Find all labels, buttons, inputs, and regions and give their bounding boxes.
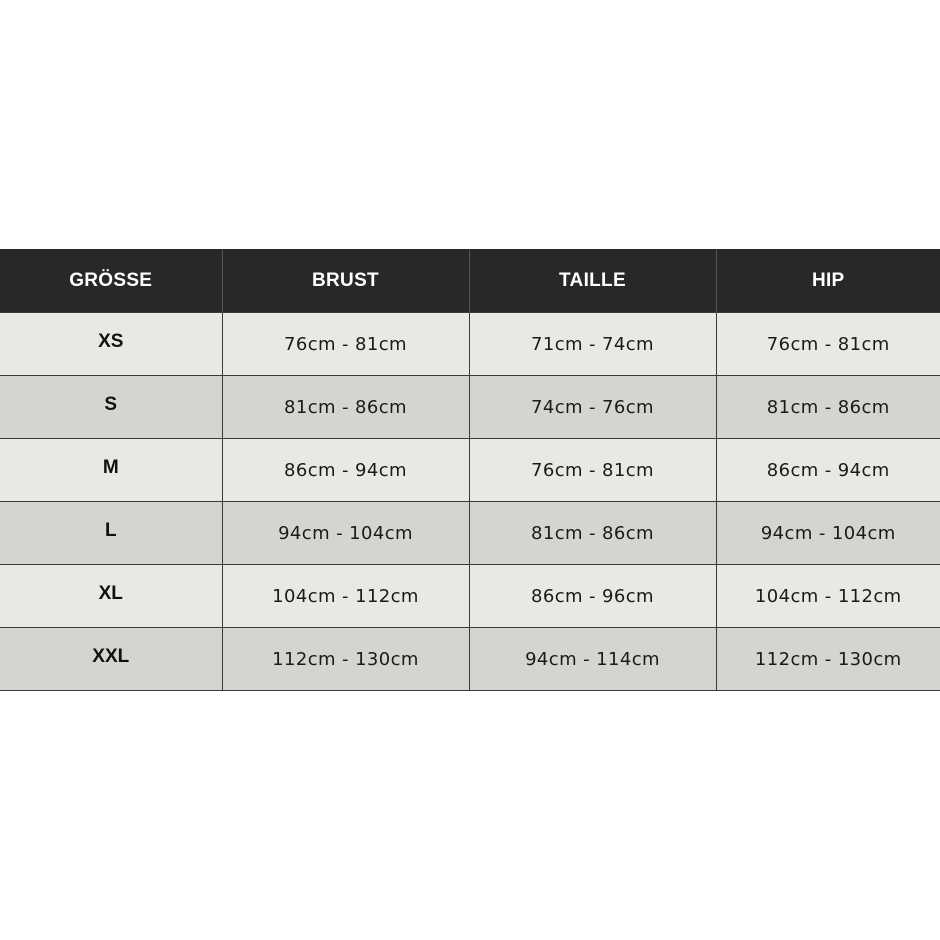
size-cell: [0, 502, 222, 565]
size-chart-table: [0, 249, 940, 691]
table-row: [0, 439, 940, 502]
header-brust: BRUST: [222, 249, 469, 313]
brust-cell: 94cm - 104cm: [222, 502, 469, 565]
taille-cell: 76cm - 81cm: [469, 439, 716, 502]
hip-cell: 104cm - 112cm: [716, 565, 940, 628]
table-body: [0, 313, 940, 691]
table-header: [0, 249, 940, 313]
brust-cell: 81cm - 86cm: [222, 376, 469, 439]
taille-cell: 86cm - 96cm: [469, 565, 716, 628]
size-cell: [0, 628, 222, 691]
size-label: XS: [98, 331, 124, 352]
hip-cell: 76cm - 81cm: [716, 313, 940, 376]
size-label: XXL: [92, 646, 130, 667]
taille-cell: 94cm - 114cm: [469, 628, 716, 691]
taille-cell: 71cm - 74cm: [469, 313, 716, 376]
taille-cell: 81cm - 86cm: [469, 502, 716, 565]
hip-cell: 86cm - 94cm: [716, 439, 940, 502]
size-cell: [0, 439, 222, 502]
hip-cell: 112cm - 130cm: [716, 628, 940, 691]
table-row: [0, 502, 940, 565]
brust-cell: 76cm - 81cm: [222, 313, 469, 376]
size-label: M: [102, 457, 119, 478]
size-cell: [0, 565, 222, 628]
size-cell: [0, 313, 222, 376]
size-cell: [0, 376, 222, 439]
header-taille: TAILLE: [469, 249, 716, 313]
table-row: [0, 313, 940, 376]
size-label: S: [104, 394, 118, 415]
size-label: L: [104, 520, 117, 541]
hip-cell: 94cm - 104cm: [716, 502, 940, 565]
brust-cell: 112cm - 130cm: [222, 628, 469, 691]
table-row: [0, 628, 940, 691]
size-label: XL: [98, 583, 123, 604]
table-row: [0, 376, 940, 439]
header-size: GRÖSSE: [0, 249, 222, 313]
header-hip: HIP: [716, 249, 940, 313]
taille-cell: 74cm - 76cm: [469, 376, 716, 439]
header-row: [0, 249, 940, 313]
hip-cell: 81cm - 86cm: [716, 376, 940, 439]
brust-cell: 86cm - 94cm: [222, 439, 469, 502]
table-row: [0, 565, 940, 628]
brust-cell: 104cm - 112cm: [222, 565, 469, 628]
